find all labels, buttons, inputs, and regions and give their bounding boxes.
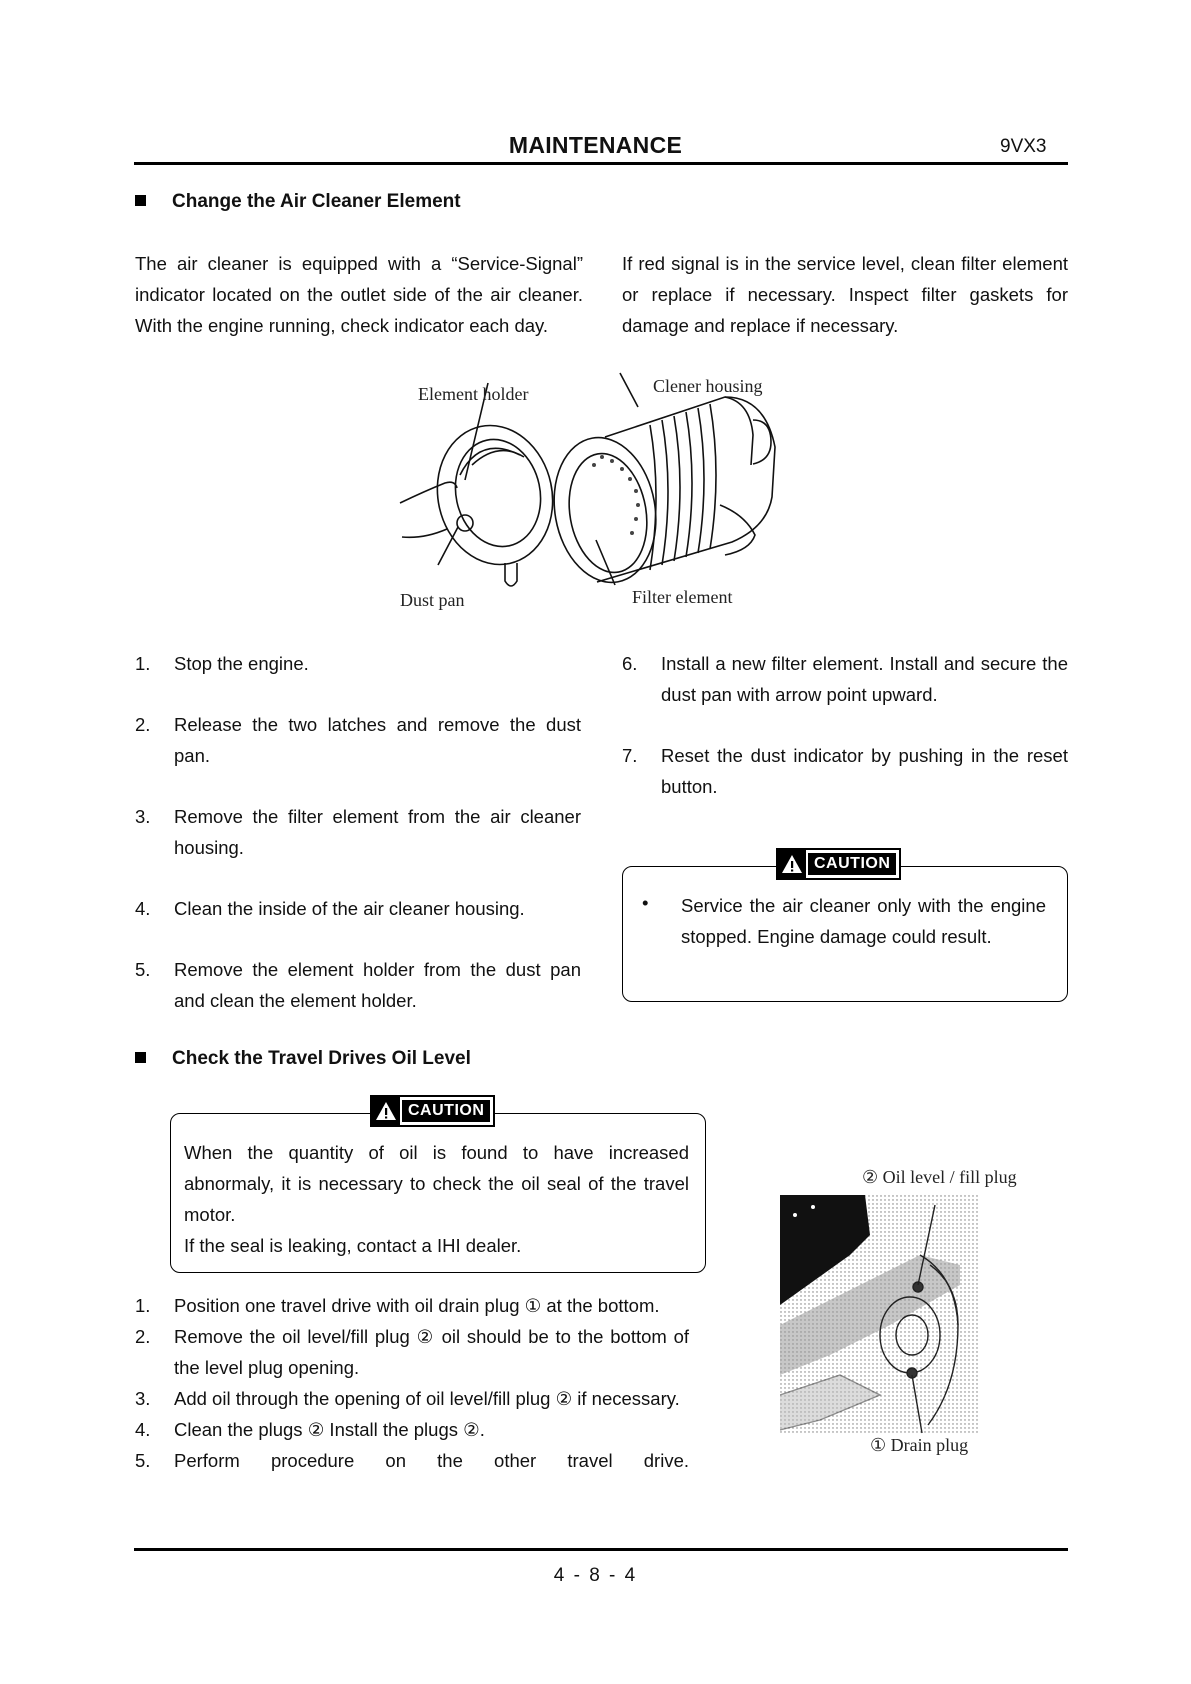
section-heading-travel-drives: Check the Travel Drives Oil Level [135, 1048, 471, 1070]
caution-line-2: If the seal is leaking, contact a IHI dealer. [184, 1235, 522, 1256]
list-item: 2. Remove the oil level/fill plug ② oil should be to the bottom of the level plug opening. [135, 1326, 689, 1378]
list-item: 4. Clean the inside of the air cleaner housing. [135, 898, 525, 919]
intro-left-paragraph: The air cleaner is equipped with a “Service-Signal” indicator located on the outlet side of the air cleaner. With the engine running, check indicator each day. [135, 253, 583, 336]
label-dust-pan: Dust pan [400, 590, 465, 610]
label-element-holder: Element holder [418, 384, 529, 404]
travel-drive-photo [780, 1195, 980, 1435]
page-number: 4 - 8 - 4 [553, 1565, 638, 1586]
label-fill-plug: ② Oil level / fill plug [862, 1167, 1017, 1187]
label-drain-plug: ① Drain plug [870, 1435, 969, 1455]
list-item: 5. Perform procedure on the other travel drive. [135, 1450, 689, 1471]
list-item: 7. Reset the dust indicator by pushing in the reset button. [622, 745, 1068, 797]
warning-triangle-icon [778, 850, 806, 878]
list-item: 1. Stop the engine. [135, 653, 309, 674]
list-item: 3. Remove the filter element from the air cleaner housing. [135, 806, 581, 858]
footer-rule [134, 1548, 1068, 1551]
list-item: 3. Add oil through the opening of oil level/fill plug ② if necessary. [135, 1388, 680, 1409]
caution-badge: CAUTION [776, 848, 901, 880]
air-cleaner-steps-right [622, 648, 1068, 802]
warning-triangle-icon [372, 1097, 400, 1125]
list-item: 5. Remove the element holder from the dust pan and clean the element holder. [135, 959, 581, 1011]
header-rule [134, 162, 1068, 165]
label-filter-element: Filter element [632, 587, 733, 607]
caution-text-air-cleaner: Service the air cleaner only with the engine stopped. Engine damage could result. [681, 895, 1046, 947]
list-item: 1. Position one travel drive with oil drain plug ① at the bottom. [135, 1295, 660, 1316]
square-bullet-icon [135, 195, 146, 206]
intro-right-paragraph: If red signal is in the service level, clean filter element or replace if necessary. Inspect filter gaskets for damage and replace if necessary. [622, 253, 1068, 336]
label-cleaner-housing: Clener housing [653, 376, 763, 396]
page-title: MAINTENANCE [508, 132, 683, 158]
travel-drive-steps [135, 1290, 689, 1476]
list-item: 4. Clean the plugs ② Install the plugs ②. [135, 1419, 485, 1440]
caution-text-travel-drives [184, 1137, 689, 1261]
air-cleaner-figure [380, 365, 820, 620]
list-item: 2. Release the two latches and remove the dust pan. [135, 714, 581, 766]
section-heading-air-cleaner: Change the Air Cleaner Element [135, 191, 461, 213]
caution-badge: CAUTION [370, 1095, 495, 1127]
document-code: 9VX3 [1000, 136, 1047, 157]
travel-drive-figure [780, 1165, 1080, 1465]
air-cleaner-steps-left [135, 648, 581, 1016]
caution-bullet: • [642, 892, 649, 913]
square-bullet-icon [135, 1052, 146, 1063]
caution-line-1: When the quantity of oil is found to have increased abnormaly, it is necessary to check the oil seal of the travel motor. [184, 1142, 689, 1225]
list-item: 6. Install a new filter element. Install and secure the dust pan with arrow point upward. [622, 653, 1068, 705]
